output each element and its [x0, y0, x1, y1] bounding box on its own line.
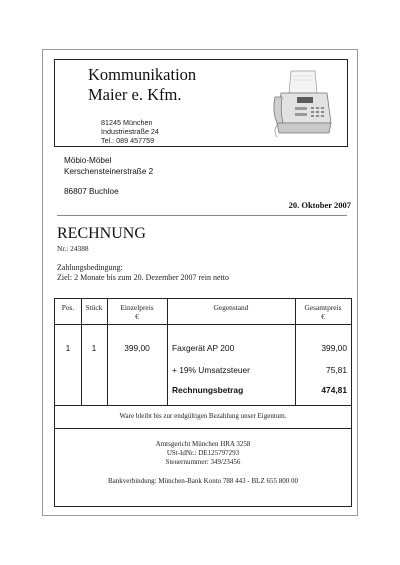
- company-address-city: 81245 München: [101, 118, 153, 127]
- court-register: Amtsgericht München HRA 3258: [155, 440, 251, 448]
- recipient-street: Kerschensteinerstraße 2: [64, 167, 154, 176]
- footer-divider: [55, 428, 351, 429]
- row-total: 399,00: [321, 343, 347, 353]
- separator-line: [57, 215, 347, 216]
- letterhead: [54, 59, 348, 147]
- invoice-number: Nr.: 24388: [57, 244, 89, 253]
- row-unit-price: 399,00: [124, 343, 150, 353]
- company-phone: Tel.: 089 457759: [101, 136, 155, 145]
- company-name-line2: Maier e. Kfm.: [88, 85, 182, 104]
- invoice-sum-label: Rechnungsbetrag: [172, 385, 244, 395]
- header-unit-price: Einzelpreis: [120, 303, 154, 312]
- invoice-date: 20. Oktober 2007: [288, 200, 351, 210]
- payment-terms-label: Zahlungsbedingung:: [57, 263, 123, 272]
- header-item: Gegenstand: [213, 303, 249, 312]
- recipient-name: Möbio-Möbel: [64, 156, 112, 165]
- header-qty: Stück: [85, 303, 103, 312]
- invoice-page: [42, 49, 358, 516]
- vat-label: + 19% Umsatzsteuer: [172, 365, 250, 375]
- header-total: Gesamtpreis: [304, 303, 342, 312]
- row-pos: 1: [65, 343, 71, 353]
- invoice-title: RECHNUNG: [57, 225, 146, 242]
- payment-terms-text: Ziel: 2 Monate bis zum 20. Dezember 2007 rein netto: [57, 273, 229, 282]
- company-address-street: Industriestraße 24: [101, 127, 159, 136]
- invoice-table: [54, 298, 352, 507]
- row-qty: 1: [91, 343, 97, 353]
- vat-id: USt-IdNr.: DE125797293: [166, 449, 240, 457]
- header-total-currency: €: [321, 312, 325, 321]
- header-pos: Pos.: [61, 303, 75, 312]
- ownership-note: Ware bleibt bis zur endgültigen Bezahlung unser Eigentum.: [119, 412, 287, 420]
- recipient-city: 86807 Buchloe: [64, 187, 119, 196]
- items-bottom-divider: [55, 405, 351, 406]
- company-name-line1: Kommunikation: [88, 65, 197, 84]
- bank-details: Bankverbindung: München-Bank Konto 788 443 - BLZ 655 800 00: [108, 477, 298, 485]
- column-divider: [167, 299, 168, 405]
- tax-number: Steuernummer: 349/23456: [165, 458, 241, 466]
- header-row-divider: [55, 324, 351, 325]
- header-unit-price-currency: €: [135, 312, 139, 321]
- vat-value: 75,81: [326, 365, 347, 375]
- invoice-sum-value: 474,81: [321, 385, 347, 395]
- fax-machine-image: [271, 67, 333, 139]
- row-item: Faxgerät AP 200: [172, 343, 235, 353]
